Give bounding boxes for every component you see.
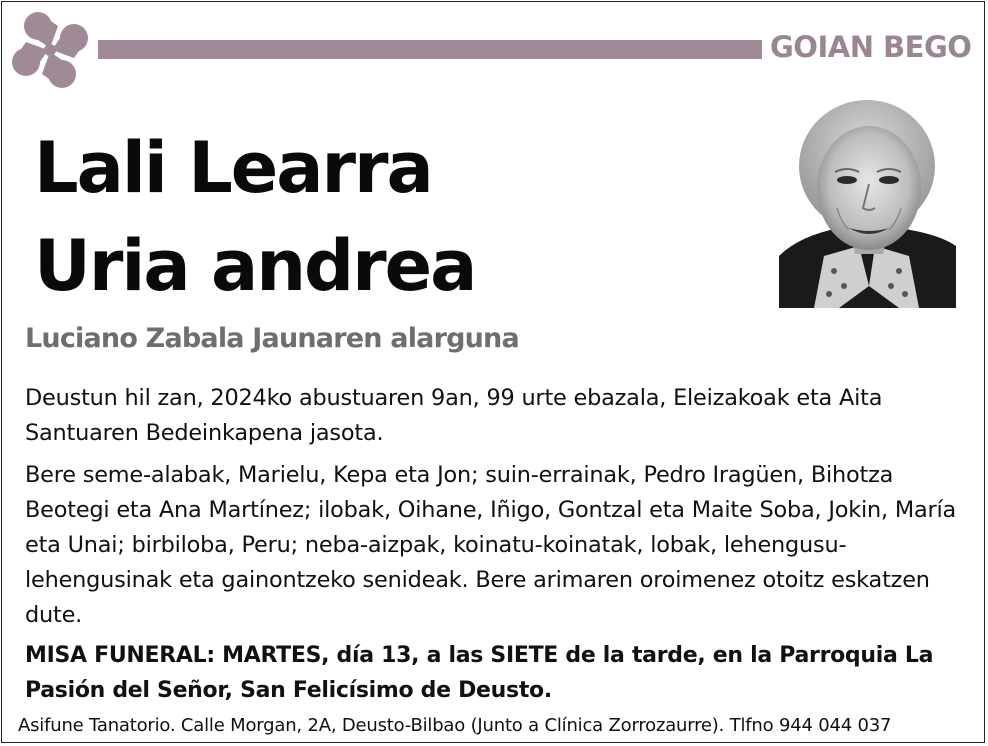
subtitle: Luciano Zabala Jaunaren alarguna [25,323,519,354]
family-paragraph: Bere seme-alabak, Marielu, Kepa eta Jon; suin-errainak, Pedro Iragüen, Bihotza Beotegi eta Ana Martínez; ilobak, Oihane, Iñigo, Gontzal eta Maite Soba, Jokin, María eta Unai; birbiloba, Peru; neba-aizpak, koinatu-koinatak, lobak, lehengusu-lehengusinak eta gainontzeko senideak. Bere arimaren oroimenez otoitz eskatzen dute. [25,462,957,628]
section-label: GOIAN BEGO [770,30,972,64]
portrait-photo [779,96,956,308]
header-bar [98,40,762,59]
footer-address: Asifune Tanatorio. Calle Morgan, 2A, Deusto-Bilbao (Junto a Clínica Zorrozaurre). Tlfno 944 044 037 [18,715,892,736]
deceased-name-line-2: Uria andrea [34,225,476,307]
lauburu-icon [8,8,92,92]
funeral-paragraph: MISA FUNERAL: MARTES, día 13, a las SIETE de la tarde, en la Parroquia La Pasión del Señor, San Felicísimo de Deusto. [25,643,934,703]
deceased-name-line-1: Lali Learra [34,127,432,209]
death-paragraph: Deustun hil zan, 2024ko abustuaren 9an, 99 urte ebazala, Eleizakoak eta Aita Santuaren Bedeinkapena jasota. [25,385,883,446]
